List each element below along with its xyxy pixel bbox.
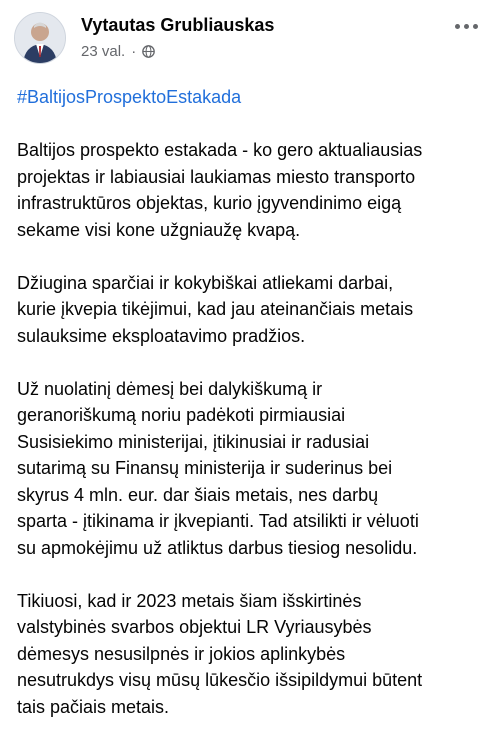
post-body <box>17 84 487 747</box>
post-paragraph-3: Už nuolatinį dėmesį bei dalykiškumą ir geranoriškumą noriu padėkoti pirmiausiai Susisiekimo ministerijai, įtikinusiai ir radusiai sutarimą su Finansų ministerija ir suderinus bei skyrus 4 mln. eur. dar šiais metais, nes darbų sparta - įtikinama ir įkvepianti. Tad atsilikti ir vėluoti su apmokėjimu už atliktus darbus tiesiog nesolidu. <box>17 378 419 558</box>
post-paragraph-4: Tikiuosi, kad ir 2023 metais šiam išskirtinės valstybinės svarbos objektui LR Vyriausybės dėmesys nesusilpnės ir jokios aplinkybės nesutrukdys visų mūsų lūkesčio išsipildymui būtent tais pačiais metais. <box>17 590 423 717</box>
meta-separator: · <box>131 43 137 60</box>
post-meta <box>81 43 155 60</box>
post-paragraph-1: Baltijos prospekto estakada - ko gero aktualiausias projektas ir labiausiai laukiamas miesto transporto infrastruktūros objektas, kurio įgyvendinimo eigą sekame visi kone užgniaužę kvapą. <box>17 140 423 240</box>
post-paragraph-2: Džiugina sparčiai ir kokybiškai atliekami darbai, kurie įkvepia tikėjimui, kad jau ateinančiais metais sulauksime eksploatavimo pradžios. <box>17 272 414 346</box>
post-time[interactable]: 23 val. <box>81 43 126 60</box>
author-name[interactable]: Vytautas Grubliauskas <box>81 15 275 35</box>
avatar[interactable] <box>14 12 66 64</box>
more-options-icon[interactable] <box>448 14 484 38</box>
hashtag-link[interactable]: #BaltijosProspektoEstakada <box>17 87 242 107</box>
globe-icon <box>142 45 155 58</box>
post-header <box>14 12 484 68</box>
